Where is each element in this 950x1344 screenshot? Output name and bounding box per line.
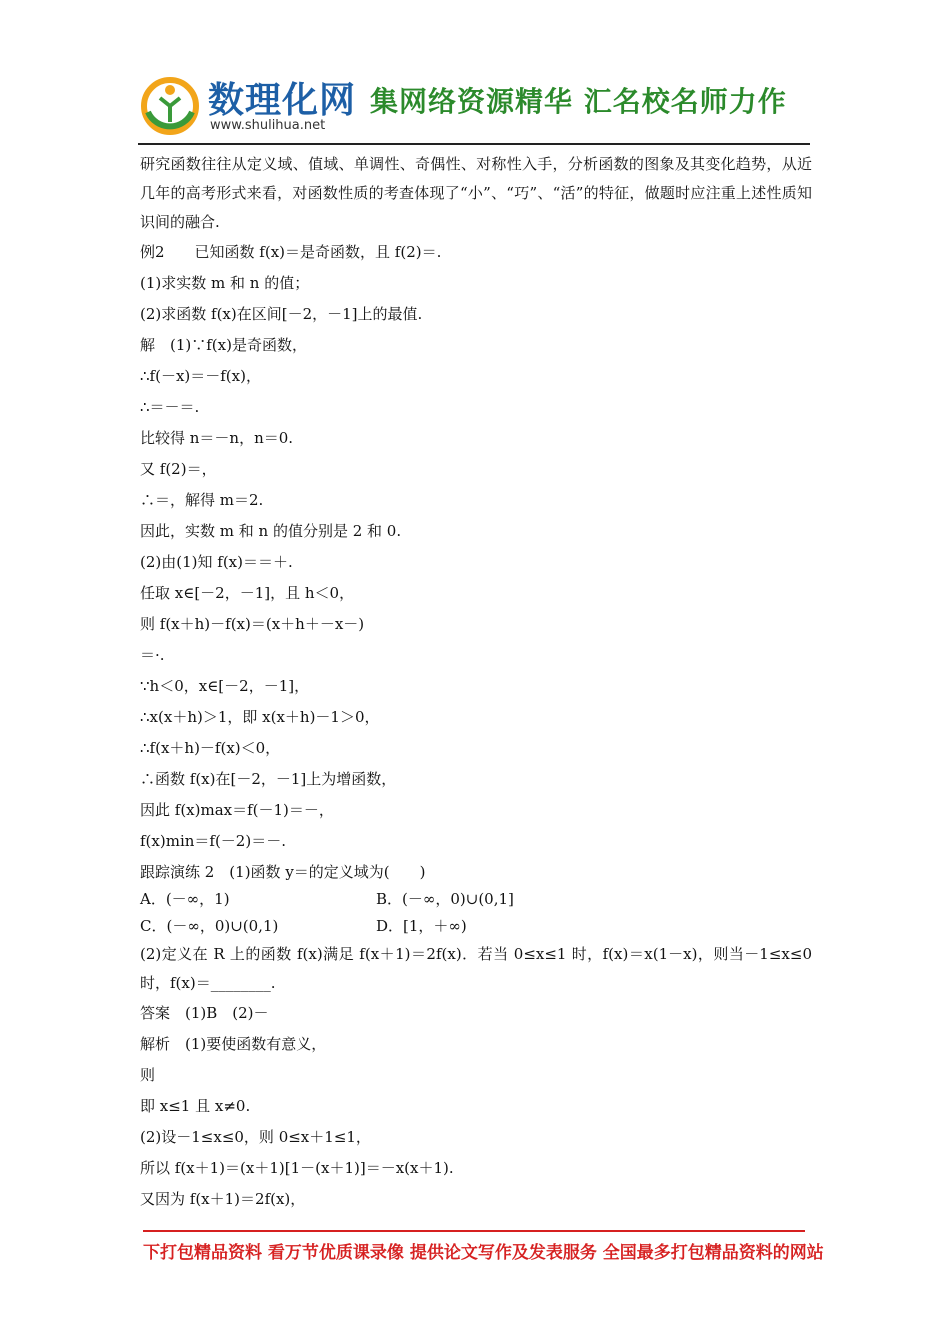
solution-line: ∴f(－x)＝－f(x)， xyxy=(140,367,261,385)
footer-divider xyxy=(143,1230,805,1232)
document-body xyxy=(140,150,812,1215)
footer-banner[interactable]: 下打包精品资料 看万节优质课录像 提供论文写作及发表服务 全国最多打包精品资料的网站 xyxy=(143,1243,824,1263)
solution-line: ＝·. xyxy=(140,646,165,664)
practice-question-2: (2)定义在 R 上的函数 f(x)满足 f(x＋1)＝2f(x)．若当 0≤x≤1 时，f(x)＝x(1－x)，则当－1≤x≤0 时，f(x)＝________. xyxy=(140,945,812,992)
analysis-line: 即 x≤1 且 x≠0. xyxy=(140,1097,251,1115)
intro-paragraph: 研究函数往往从定义域、值域、单调性、奇偶性、对称性入手，分析函数的图象及其变化趋势，从近几年的高考形式来看，对函数性质的考查体现了“小”、“巧”、“活”的特征，做题时应注重上述性质知识间的融合. xyxy=(140,155,812,231)
analysis-line: (2)设－1≤x≤0，则 0≤x＋1≤1， xyxy=(140,1128,371,1146)
question-2: (2)求函数 f(x)在区间[－2，－1]上的最值. xyxy=(140,305,423,323)
analysis-line: 所以 f(x＋1)＝(x＋1)[1－(x＋1)]＝－x(x＋1). xyxy=(140,1159,454,1177)
analysis-line: 又因为 f(x＋1)＝2f(x)， xyxy=(140,1190,306,1208)
solution-line: ∴函数 f(x)在[－2，－1]上为增函数， xyxy=(140,770,397,788)
header-divider xyxy=(138,143,810,145)
solution-line: ∵h＜0，x∈[－2，－1]， xyxy=(140,677,310,695)
choice-row xyxy=(140,915,812,936)
logo-name: 数理化网 xyxy=(208,80,357,121)
choice-a: A．(－∞，1) xyxy=(140,890,230,908)
solution-line: 任取 x∈[－2，－1]，且 h＜0， xyxy=(140,584,355,602)
solution-line: ∴＝－＝. xyxy=(140,398,200,416)
header-slogan: 集网络资源精华 汇名校名师力作 xyxy=(370,85,787,118)
analysis-line: 解析 (1)要使函数有意义， xyxy=(140,1035,327,1053)
site-header xyxy=(138,66,810,144)
choice-d: D．[1，＋∞) xyxy=(376,917,467,935)
solution-line: 因此 f(x)max＝f(－1)＝－， xyxy=(140,801,334,819)
solution-line: ∴＝，解得 m＝2. xyxy=(140,491,264,509)
solution-line: 比较得 n＝－n，n＝0. xyxy=(140,429,294,447)
solution-line: ∴x(x＋h)＞1，即 x(x＋h)－1＞0， xyxy=(140,708,380,726)
choice-row xyxy=(140,888,812,909)
logo-icon xyxy=(138,72,202,136)
solution-line: (2)由(1)知 f(x)＝＝＋. xyxy=(140,553,293,571)
solution-line: 则 f(x＋h)－f(x)＝(x＋h＋－x－) xyxy=(140,615,365,633)
solution-line: f(x)min＝f(－2)＝－. xyxy=(140,832,286,850)
answer-line: 答案 (1)B (2)－ xyxy=(140,1004,269,1022)
choice-c: C．(－∞，0)∪(0,1) xyxy=(140,917,279,935)
example-title: 例2 已知函数 f(x)＝是奇函数，且 f(2)＝. xyxy=(140,243,442,261)
question-1: (1)求实数 m 和 n 的值； xyxy=(140,274,310,292)
solution-line: 因此，实数 m 和 n 的值分别是 2 和 0. xyxy=(140,522,402,540)
logo-url[interactable]: www.shulihua.net xyxy=(210,118,326,133)
practice-title: 跟踪演练 2 (1)函数 y＝的定义域为( ) xyxy=(140,863,426,881)
solution-line: 解 (1)∵f(x)是奇函数， xyxy=(140,336,307,354)
choice-b: B．(－∞，0)∪(0,1] xyxy=(376,890,514,908)
solution-line: ∴f(x＋h)－f(x)＜0， xyxy=(140,739,281,757)
analysis-line: 则 xyxy=(140,1066,156,1084)
solution-line: 又 f(2)＝， xyxy=(140,460,217,478)
